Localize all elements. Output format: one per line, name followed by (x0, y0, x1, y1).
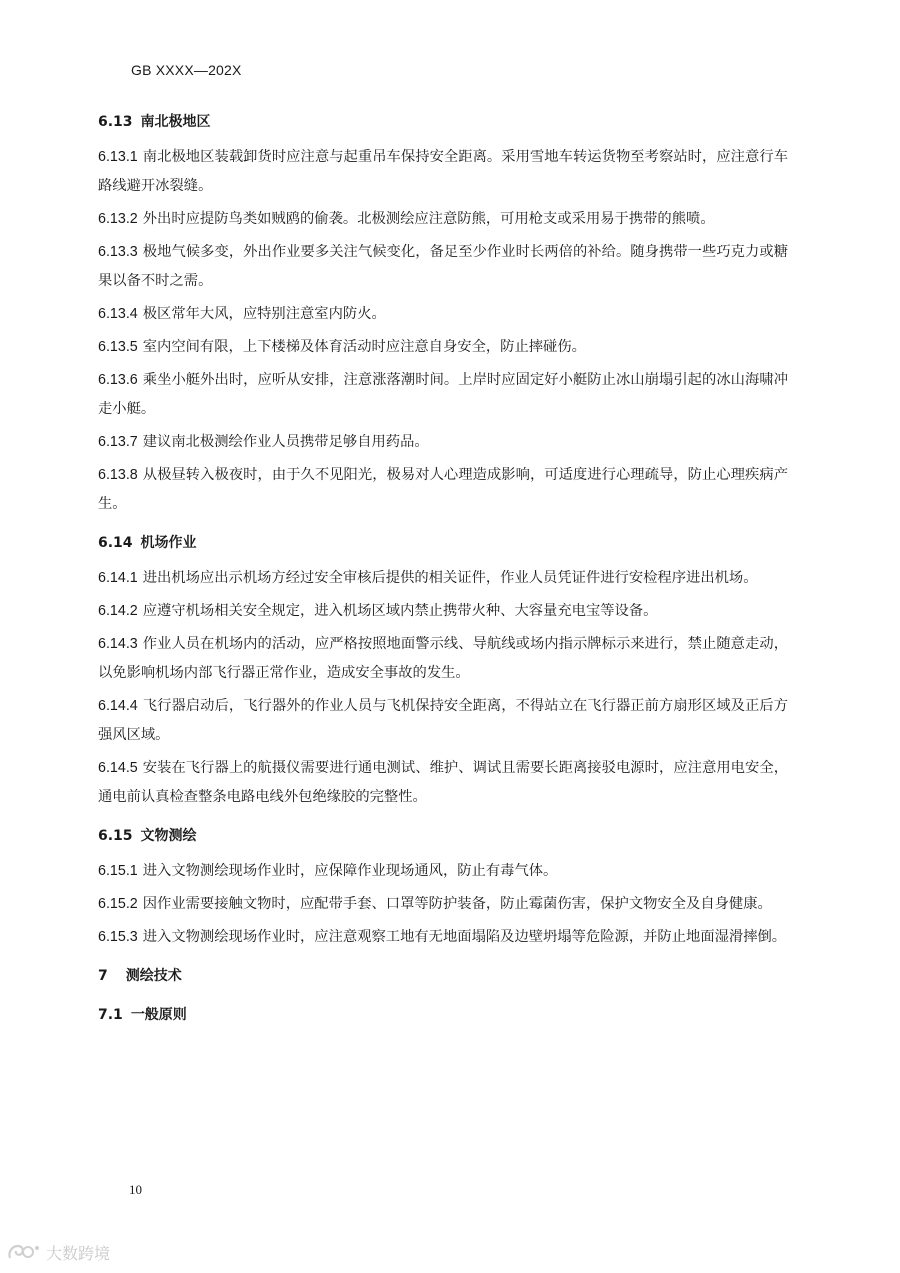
section-number: 7 (98, 968, 108, 984)
logo-icon (6, 1242, 40, 1264)
clause-number: 6.15.2 (98, 896, 138, 912)
clause-paragraph (98, 923, 788, 952)
section-title: 南北极地区 (140, 114, 211, 130)
section-number: 6.13 (98, 114, 133, 130)
clause-paragraph (98, 754, 788, 812)
clause-text: 应遵守机场相关安全规定，进入机场区域内禁止携带火种、大容量充电宝等设备。 (142, 603, 658, 619)
section-heading (98, 1001, 788, 1030)
clause-number: 6.14.2 (98, 603, 138, 619)
section-title: 一般原则 (130, 1007, 187, 1023)
section-heading (98, 529, 788, 558)
clause-text: 建议南北极测绘作业人员携带足够自用药品。 (142, 434, 429, 450)
clause-paragraph (98, 238, 788, 296)
clause-text: 因作业需要接触文物时，应配带手套、口罩等防护装备，防止霉菌伤害，保护文物安全及自身健康。 (142, 896, 772, 912)
section-title: 机场作业 (140, 535, 197, 551)
watermark (6, 1241, 110, 1264)
clause-number: 6.15.1 (98, 863, 138, 879)
clause-paragraph (98, 630, 788, 688)
clause-number: 6.14.5 (98, 760, 138, 776)
clause-number: 6.13.3 (98, 244, 138, 260)
clause-number: 6.13.2 (98, 211, 138, 227)
clause-text: 安装在飞行器上的航摄仪需要进行通电测试、维护、调试且需要长距离接驳电源时，应注意用电安全，通电前认真检查整条电路电线外包绝缘胶的完整性。 (98, 760, 788, 805)
document-body (98, 108, 788, 1036)
section-number: 6.15 (98, 828, 133, 844)
section-heading (98, 108, 788, 137)
clause-paragraph (98, 205, 788, 234)
clause-text: 外出时应提防鸟类如贼鸥的偷袭。北极测绘应注意防熊，可用枪支或采用易于携带的熊喷。 (142, 211, 715, 227)
section-heading (98, 822, 788, 851)
clause-paragraph (98, 692, 788, 750)
clause-number: 6.13.6 (98, 372, 138, 388)
clause-text: 极地气候多变，外出作业要多关注气候变化，备足至少作业时长两倍的补给。随身携带一些巧克力或糖果以备不时之需。 (98, 244, 788, 289)
clause-text: 进出机场应出示机场方经过安全审核后提供的相关证件，作业人员凭证件进行安检程序进出机场。 (142, 570, 758, 586)
clause-number: 6.14.1 (98, 570, 138, 586)
clause-number: 6.13.1 (98, 149, 138, 165)
clause-number: 6.13.5 (98, 339, 138, 355)
clause-text: 乘坐小艇外出时，应听从安排，注意涨落潮时间。上岸时应固定好小艇防止冰山崩塌引起的冰山海啸冲走小艇。 (98, 372, 788, 417)
section-number: 6.14 (98, 535, 133, 551)
clause-text: 南北极地区装载卸货时应注意与起重吊车保持安全距离。采用雪地车转运货物至考察站时，应注意行车路线避开冰裂缝。 (98, 149, 788, 194)
clause-number: 6.13.7 (98, 434, 138, 450)
clause-paragraph (98, 366, 788, 424)
page-number: 10 (129, 1182, 142, 1197)
clause-paragraph (98, 857, 788, 886)
section-title: 文物测绘 (140, 828, 197, 844)
clause-text: 作业人员在机场内的活动，应严格按照地面警示线、导航线或场内指示牌标示来进行，禁止随意走动，以免影响机场内部飞行器正常作业，造成安全事故的发生。 (98, 636, 788, 681)
clause-text: 室内空间有限，上下楼梯及体育活动时应注意自身安全，防止摔碰伤。 (142, 339, 586, 355)
section-heading (98, 962, 788, 991)
clause-number: 6.14.3 (98, 636, 138, 652)
clause-paragraph (98, 564, 788, 593)
clause-paragraph (98, 300, 788, 329)
clause-text: 进入文物测绘现场作业时，应注意观察工地有无地面塌陷及边壁坍塌等危险源，并防止地面湿滑摔倒。 (142, 929, 787, 945)
section-number: 7.1 (98, 1007, 123, 1023)
clause-number: 6.15.3 (98, 929, 138, 945)
clause-paragraph (98, 428, 788, 457)
clause-number: 6.13.8 (98, 467, 138, 483)
clause-number: 6.13.4 (98, 306, 138, 322)
clause-paragraph (98, 597, 788, 626)
clause-paragraph (98, 461, 788, 519)
clause-paragraph (98, 890, 788, 919)
section-title: 测绘技术 (125, 968, 182, 984)
clause-text: 从极昼转入极夜时，由于久不见阳光，极易对人心理造成影响，可适度进行心理疏导，防止心理疾病产生。 (98, 467, 788, 512)
clause-paragraph (98, 143, 788, 201)
watermark-text: 大数跨境 (46, 1244, 111, 1263)
clause-text: 进入文物测绘现场作业时，应保障作业现场通风，防止有毒气体。 (142, 863, 558, 879)
standard-code: GB XXXX—202X (131, 62, 242, 78)
clause-number: 6.14.4 (98, 698, 138, 714)
clause-text: 极区常年大风，应特别注意室内防火。 (142, 306, 386, 322)
clause-paragraph (98, 333, 788, 362)
clause-text: 飞行器启动后，飞行器外的作业人员与飞机保持安全距离，不得站立在飞行器正前方扇形区域及正后方强风区域。 (98, 698, 788, 743)
